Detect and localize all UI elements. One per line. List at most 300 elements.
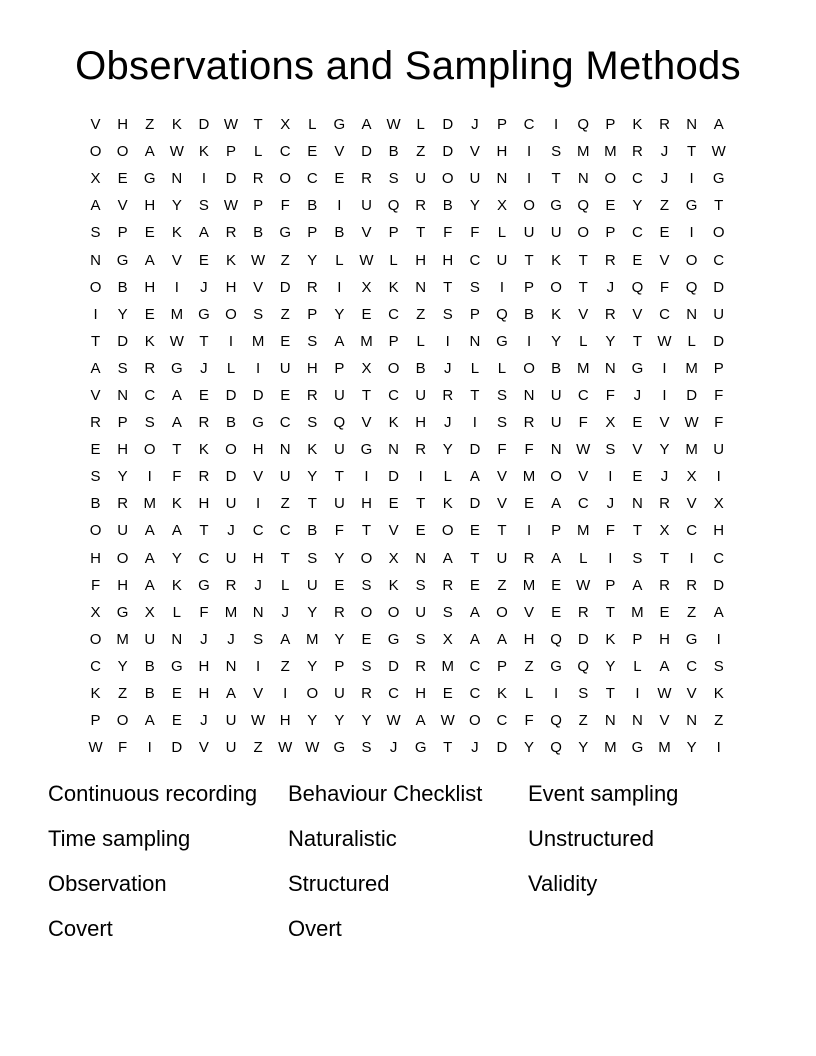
- grid-letter[interactable]: P: [632, 630, 643, 648]
- grid-letter[interactable]: G: [496, 332, 508, 350]
- grid-letter[interactable]: I: [716, 630, 721, 648]
- grid-letter[interactable]: E: [442, 685, 453, 703]
- grid-letter[interactable]: L: [579, 549, 588, 567]
- grid-letter[interactable]: Z: [524, 657, 534, 675]
- grid-letter[interactable]: I: [174, 278, 179, 296]
- grid-letter[interactable]: V: [659, 712, 670, 730]
- grid-letter[interactable]: O: [712, 224, 725, 242]
- grid-letter[interactable]: R: [198, 468, 210, 486]
- grid-letter[interactable]: S: [144, 414, 155, 432]
- grid-letter[interactable]: L: [335, 251, 344, 269]
- grid-letter[interactable]: S: [713, 657, 724, 675]
- grid-letter[interactable]: B: [226, 414, 237, 432]
- grid-letter[interactable]: P: [605, 576, 616, 594]
- grid-letter[interactable]: S: [307, 332, 318, 350]
- grid-letter[interactable]: I: [418, 468, 423, 486]
- grid-letter[interactable]: F: [714, 386, 724, 404]
- grid-letter[interactable]: C: [469, 685, 481, 703]
- grid-letter[interactable]: V: [90, 386, 101, 404]
- grid-letter[interactable]: V: [469, 143, 480, 161]
- grid-letter[interactable]: P: [524, 278, 535, 296]
- grid-letter[interactable]: S: [551, 143, 562, 161]
- grid-letter[interactable]: F: [90, 576, 101, 594]
- grid-letter[interactable]: W: [576, 441, 591, 459]
- grid-letter[interactable]: C: [469, 251, 481, 269]
- grid-letter[interactable]: M: [522, 468, 536, 486]
- grid-letter[interactable]: S: [442, 305, 453, 323]
- grid-letter[interactable]: A: [469, 603, 480, 621]
- grid-letter[interactable]: N: [496, 170, 508, 188]
- grid-letter[interactable]: U: [279, 468, 291, 486]
- grid-letter[interactable]: A: [551, 495, 562, 513]
- grid-letter[interactable]: O: [306, 685, 319, 703]
- grid-letter[interactable]: Y: [117, 468, 128, 486]
- grid-letter[interactable]: F: [280, 197, 290, 215]
- grid-letter[interactable]: V: [659, 251, 670, 269]
- grid-letter[interactable]: I: [554, 685, 559, 703]
- grid-letter[interactable]: J: [389, 739, 398, 757]
- grid-letter[interactable]: W: [223, 197, 239, 215]
- grid-letter[interactable]: S: [415, 576, 426, 594]
- grid-letter[interactable]: G: [198, 305, 210, 323]
- grid-letter[interactable]: C: [144, 386, 156, 404]
- grid-letter[interactable]: U: [550, 224, 562, 242]
- grid-letter[interactable]: P: [90, 712, 101, 730]
- grid-letter[interactable]: H: [117, 576, 129, 594]
- grid-letter[interactable]: A: [551, 549, 562, 567]
- grid-letter[interactable]: J: [444, 414, 452, 432]
- grid-letter[interactable]: V: [496, 468, 507, 486]
- grid-letter[interactable]: R: [415, 441, 427, 459]
- grid-letter[interactable]: Y: [361, 712, 372, 730]
- grid-letter[interactable]: P: [307, 224, 318, 242]
- grid-letter[interactable]: C: [632, 224, 643, 242]
- grid-letter[interactable]: T: [632, 522, 642, 540]
- grid-letter[interactable]: B: [307, 197, 318, 215]
- grid-letter[interactable]: I: [472, 414, 477, 432]
- grid-letter[interactable]: R: [577, 603, 589, 621]
- grid-letter[interactable]: K: [442, 495, 453, 513]
- grid-letter[interactable]: Z: [280, 251, 290, 269]
- grid-letter[interactable]: E: [632, 414, 643, 432]
- grid-letter[interactable]: Y: [307, 468, 318, 486]
- grid-letter[interactable]: A: [198, 224, 209, 242]
- grid-letter[interactable]: T: [605, 603, 615, 621]
- grid-letter[interactable]: D: [225, 386, 237, 404]
- grid-letter[interactable]: Y: [307, 657, 318, 675]
- grid-letter[interactable]: U: [415, 170, 427, 188]
- grid-letter[interactable]: T: [714, 197, 724, 215]
- grid-letter[interactable]: B: [442, 197, 453, 215]
- grid-letter[interactable]: Y: [524, 739, 535, 757]
- grid-letter[interactable]: E: [551, 603, 562, 621]
- grid-letter[interactable]: U: [333, 386, 345, 404]
- grid-letter[interactable]: O: [116, 712, 129, 730]
- grid-letter[interactable]: J: [471, 116, 479, 134]
- grid-letter[interactable]: G: [685, 630, 698, 648]
- grid-letter[interactable]: K: [171, 576, 182, 594]
- grid-letter[interactable]: I: [608, 468, 613, 486]
- grid-letter[interactable]: U: [415, 603, 427, 621]
- grid-letter[interactable]: T: [172, 441, 182, 459]
- grid-letter[interactable]: S: [361, 576, 372, 594]
- grid-letter[interactable]: L: [579, 332, 588, 350]
- grid-letter[interactable]: J: [471, 739, 479, 757]
- grid-letter[interactable]: G: [116, 603, 129, 621]
- grid-letter[interactable]: T: [524, 251, 534, 269]
- grid-letter[interactable]: Q: [550, 739, 562, 757]
- grid-letter[interactable]: J: [660, 468, 669, 486]
- grid-letter[interactable]: E: [334, 170, 345, 188]
- grid-letter[interactable]: R: [415, 197, 427, 215]
- grid-letter[interactable]: L: [524, 685, 534, 703]
- grid-letter[interactable]: S: [361, 739, 372, 757]
- grid-letter[interactable]: F: [443, 224, 453, 242]
- grid-letter[interactable]: E: [280, 332, 291, 350]
- grid-letter[interactable]: A: [659, 657, 670, 675]
- grid-letter[interactable]: I: [526, 170, 532, 188]
- grid-letter[interactable]: H: [252, 441, 264, 459]
- grid-letter[interactable]: P: [496, 657, 507, 675]
- grid-letter[interactable]: H: [279, 712, 291, 730]
- grid-letter[interactable]: L: [172, 603, 181, 621]
- grid-letter[interactable]: L: [497, 359, 507, 377]
- grid-letter[interactable]: E: [361, 630, 372, 648]
- grid-letter[interactable]: H: [659, 630, 670, 648]
- grid-letter[interactable]: F: [470, 224, 480, 242]
- grid-letter[interactable]: Y: [551, 332, 562, 350]
- grid-letter[interactable]: C: [632, 170, 643, 188]
- grid-letter[interactable]: V: [659, 414, 670, 432]
- grid-letter[interactable]: T: [659, 549, 670, 567]
- grid-letter[interactable]: N: [117, 386, 129, 404]
- grid-letter[interactable]: H: [117, 116, 129, 134]
- grid-letter[interactable]: Z: [416, 305, 426, 323]
- grid-letter[interactable]: I: [256, 359, 261, 377]
- grid-letter[interactable]: H: [415, 414, 427, 432]
- grid-letter[interactable]: O: [225, 305, 237, 323]
- grid-letter[interactable]: W: [305, 739, 320, 757]
- grid-letter[interactable]: D: [171, 739, 183, 757]
- grid-letter[interactable]: O: [604, 170, 617, 188]
- grid-letter[interactable]: Y: [686, 739, 697, 757]
- grid-letter[interactable]: G: [198, 576, 210, 594]
- grid-letter[interactable]: R: [632, 143, 643, 161]
- grid-letter[interactable]: U: [415, 386, 427, 404]
- grid-letter[interactable]: K: [632, 116, 643, 134]
- grid-letter[interactable]: W: [657, 685, 672, 703]
- grid-letter[interactable]: J: [444, 359, 452, 377]
- grid-letter[interactable]: B: [144, 685, 155, 703]
- grid-letter[interactable]: I: [228, 332, 234, 350]
- grid-letter[interactable]: A: [496, 630, 507, 648]
- grid-letter[interactable]: X: [361, 359, 372, 377]
- grid-letter[interactable]: X: [90, 170, 101, 188]
- grid-letter[interactable]: V: [334, 143, 345, 161]
- grid-letter[interactable]: M: [170, 305, 184, 323]
- grid-letter[interactable]: T: [90, 332, 101, 350]
- grid-letter[interactable]: T: [632, 332, 642, 350]
- grid-letter[interactable]: G: [116, 251, 129, 269]
- grid-letter[interactable]: Y: [117, 657, 128, 675]
- grid-letter[interactable]: M: [576, 359, 590, 377]
- grid-letter[interactable]: C: [686, 657, 698, 675]
- grid-letter[interactable]: U: [713, 441, 725, 459]
- grid-letter[interactable]: V: [686, 495, 697, 513]
- grid-letter[interactable]: E: [171, 712, 182, 730]
- grid-letter[interactable]: O: [441, 170, 454, 188]
- grid-letter[interactable]: T: [687, 143, 697, 161]
- grid-letter[interactable]: M: [441, 657, 455, 675]
- grid-letter[interactable]: W: [684, 414, 699, 432]
- grid-letter[interactable]: Z: [253, 739, 263, 757]
- grid-letter[interactable]: B: [334, 224, 345, 242]
- grid-letter[interactable]: O: [387, 603, 400, 621]
- grid-letter[interactable]: V: [388, 522, 399, 540]
- grid-letter[interactable]: Z: [280, 657, 290, 675]
- grid-letter[interactable]: O: [685, 251, 698, 269]
- grid-letter[interactable]: Y: [307, 603, 318, 621]
- grid-letter[interactable]: Y: [117, 305, 128, 323]
- grid-letter[interactable]: M: [576, 143, 590, 161]
- grid-letter[interactable]: G: [387, 630, 400, 648]
- grid-letter[interactable]: B: [551, 359, 562, 377]
- grid-letter[interactable]: V: [632, 441, 643, 459]
- grid-letter[interactable]: Y: [578, 739, 589, 757]
- grid-letter[interactable]: K: [388, 278, 399, 296]
- grid-letter[interactable]: A: [334, 332, 345, 350]
- grid-letter[interactable]: N: [279, 441, 291, 459]
- grid-letter[interactable]: O: [550, 468, 562, 486]
- grid-letter[interactable]: A: [713, 116, 724, 134]
- grid-letter[interactable]: P: [496, 116, 507, 134]
- grid-letter[interactable]: I: [554, 116, 559, 134]
- grid-letter[interactable]: A: [469, 630, 480, 648]
- grid-letter[interactable]: K: [90, 685, 101, 703]
- grid-letter[interactable]: C: [90, 657, 101, 675]
- grid-letter[interactable]: B: [90, 495, 101, 513]
- grid-letter[interactable]: A: [442, 549, 453, 567]
- grid-letter[interactable]: X: [280, 116, 291, 134]
- grid-letter[interactable]: J: [606, 495, 615, 513]
- grid-letter[interactable]: G: [360, 441, 373, 459]
- grid-letter[interactable]: H: [415, 685, 427, 703]
- grid-letter[interactable]: V: [496, 495, 507, 513]
- grid-letter[interactable]: U: [279, 359, 291, 377]
- grid-letter[interactable]: H: [90, 549, 101, 567]
- grid-letter[interactable]: U: [144, 630, 156, 648]
- grid-letter[interactable]: N: [252, 603, 264, 621]
- grid-letter[interactable]: M: [685, 359, 698, 377]
- grid-letter[interactable]: N: [469, 332, 481, 350]
- grid-letter[interactable]: D: [577, 630, 589, 648]
- grid-letter[interactable]: S: [307, 414, 318, 432]
- grid-letter[interactable]: F: [118, 739, 128, 757]
- grid-letter[interactable]: E: [171, 685, 182, 703]
- grid-letter[interactable]: H: [144, 278, 156, 296]
- grid-letter[interactable]: T: [578, 251, 588, 269]
- grid-letter[interactable]: P: [307, 305, 318, 323]
- grid-letter[interactable]: O: [469, 712, 481, 730]
- grid-letter[interactable]: K: [171, 116, 182, 134]
- grid-letter[interactable]: R: [144, 359, 156, 377]
- grid-letter[interactable]: A: [632, 576, 643, 594]
- grid-letter[interactable]: O: [89, 630, 102, 648]
- grid-letter[interactable]: K: [307, 441, 318, 459]
- grid-letter[interactable]: V: [253, 278, 264, 296]
- grid-letter[interactable]: F: [524, 441, 534, 459]
- grid-letter[interactable]: O: [360, 603, 373, 621]
- grid-letter[interactable]: K: [198, 143, 209, 161]
- grid-letter[interactable]: L: [443, 468, 452, 486]
- grid-letter[interactable]: E: [524, 495, 535, 513]
- grid-letter[interactable]: B: [388, 143, 399, 161]
- grid-letter[interactable]: Z: [280, 495, 290, 513]
- grid-letter[interactable]: C: [713, 549, 725, 567]
- grid-letter[interactable]: C: [252, 522, 264, 540]
- grid-letter[interactable]: D: [713, 278, 725, 296]
- grid-letter[interactable]: P: [605, 116, 616, 134]
- grid-letter[interactable]: R: [659, 576, 670, 594]
- grid-letter[interactable]: I: [337, 197, 342, 215]
- grid-letter[interactable]: A: [415, 712, 426, 730]
- grid-letter[interactable]: C: [469, 657, 481, 675]
- grid-letter[interactable]: D: [713, 332, 725, 350]
- grid-letter[interactable]: S: [388, 170, 399, 188]
- grid-letter[interactable]: T: [361, 386, 372, 404]
- grid-letter[interactable]: I: [608, 549, 613, 567]
- grid-letter[interactable]: C: [577, 386, 589, 404]
- grid-letter[interactable]: S: [632, 549, 643, 567]
- grid-letter[interactable]: Y: [632, 197, 643, 215]
- grid-letter[interactable]: K: [198, 441, 209, 459]
- grid-letter[interactable]: Z: [416, 143, 426, 161]
- grid-letter[interactable]: N: [550, 441, 562, 459]
- grid-letter[interactable]: D: [117, 332, 129, 350]
- grid-letter[interactable]: E: [469, 576, 480, 594]
- grid-letter[interactable]: U: [225, 549, 237, 567]
- grid-letter[interactable]: S: [496, 414, 507, 432]
- grid-letter[interactable]: E: [388, 495, 399, 513]
- grid-letter[interactable]: D: [279, 278, 291, 296]
- grid-letter[interactable]: O: [89, 143, 102, 161]
- grid-letter[interactable]: F: [497, 441, 507, 459]
- grid-letter[interactable]: H: [144, 197, 156, 215]
- grid-letter[interactable]: I: [662, 386, 667, 404]
- grid-letter[interactable]: S: [361, 657, 372, 675]
- grid-letter[interactable]: S: [578, 685, 589, 703]
- grid-letter[interactable]: A: [144, 143, 155, 161]
- grid-letter[interactable]: F: [714, 414, 724, 432]
- grid-letter[interactable]: R: [659, 116, 670, 134]
- grid-letter[interactable]: Z: [497, 576, 507, 594]
- grid-letter[interactable]: T: [443, 278, 453, 296]
- grid-letter[interactable]: D: [686, 386, 698, 404]
- grid-letter[interactable]: G: [685, 197, 698, 215]
- grid-letter[interactable]: D: [388, 657, 399, 675]
- grid-letter[interactable]: A: [90, 359, 101, 377]
- grid-letter[interactable]: X: [659, 522, 670, 540]
- grid-letter[interactable]: O: [89, 522, 102, 540]
- grid-letter[interactable]: J: [200, 712, 208, 730]
- grid-letter[interactable]: C: [388, 305, 399, 323]
- grid-letter[interactable]: R: [442, 576, 454, 594]
- grid-letter[interactable]: F: [172, 468, 182, 486]
- grid-letter[interactable]: V: [632, 305, 643, 323]
- grid-letter[interactable]: G: [143, 170, 156, 188]
- grid-letter[interactable]: N: [90, 251, 101, 269]
- grid-letter[interactable]: B: [144, 657, 155, 675]
- grid-letter[interactable]: T: [199, 332, 209, 350]
- grid-letter[interactable]: U: [550, 414, 562, 432]
- grid-letter[interactable]: A: [226, 685, 237, 703]
- grid-letter[interactable]: X: [361, 278, 372, 296]
- grid-letter[interactable]: Z: [714, 712, 724, 730]
- grid-letter[interactable]: T: [253, 116, 263, 134]
- grid-letter[interactable]: P: [388, 332, 399, 350]
- grid-letter[interactable]: R: [415, 657, 427, 675]
- grid-letter[interactable]: E: [632, 468, 643, 486]
- grid-letter[interactable]: D: [361, 143, 372, 161]
- grid-letter[interactable]: P: [334, 657, 345, 675]
- grid-letter[interactable]: U: [225, 739, 237, 757]
- grid-letter[interactable]: E: [334, 576, 345, 594]
- grid-letter[interactable]: A: [469, 468, 480, 486]
- grid-letter[interactable]: C: [388, 685, 399, 703]
- grid-letter[interactable]: O: [523, 197, 535, 215]
- grid-letter[interactable]: M: [604, 143, 617, 161]
- grid-letter[interactable]: E: [280, 386, 291, 404]
- grid-letter[interactable]: Y: [334, 630, 345, 648]
- grid-letter[interactable]: H: [523, 630, 535, 648]
- grid-letter[interactable]: W: [251, 712, 266, 730]
- letter-grid[interactable]: [82, 111, 732, 761]
- grid-letter[interactable]: G: [631, 359, 644, 377]
- grid-letter[interactable]: C: [713, 251, 725, 269]
- grid-letter[interactable]: L: [470, 359, 480, 377]
- grid-letter[interactable]: G: [252, 414, 264, 432]
- grid-letter[interactable]: M: [306, 630, 319, 648]
- grid-letter[interactable]: O: [387, 359, 400, 377]
- grid-letter[interactable]: Y: [442, 441, 453, 459]
- grid-letter[interactable]: N: [632, 712, 643, 730]
- grid-letter[interactable]: K: [551, 305, 562, 323]
- grid-letter[interactable]: M: [522, 576, 536, 594]
- grid-letter[interactable]: L: [308, 116, 317, 134]
- grid-letter[interactable]: I: [526, 522, 532, 540]
- grid-letter[interactable]: Q: [631, 278, 644, 296]
- grid-letter[interactable]: J: [660, 170, 669, 188]
- grid-letter[interactable]: W: [711, 143, 726, 161]
- grid-letter[interactable]: G: [550, 197, 562, 215]
- grid-letter[interactable]: C: [659, 305, 670, 323]
- grid-letter[interactable]: L: [497, 224, 507, 242]
- grid-letter[interactable]: Z: [659, 197, 670, 215]
- grid-letter[interactable]: I: [283, 685, 288, 703]
- grid-letter[interactable]: S: [496, 386, 507, 404]
- grid-letter[interactable]: P: [469, 305, 480, 323]
- grid-letter[interactable]: S: [253, 630, 264, 648]
- grid-letter[interactable]: Y: [171, 549, 182, 567]
- grid-letter[interactable]: L: [389, 251, 398, 269]
- grid-letter[interactable]: R: [523, 414, 535, 432]
- grid-letter[interactable]: D: [713, 576, 725, 594]
- grid-letter[interactable]: P: [388, 224, 399, 242]
- grid-letter[interactable]: S: [442, 603, 453, 621]
- grid-letter[interactable]: R: [252, 170, 264, 188]
- grid-letter[interactable]: N: [415, 278, 427, 296]
- grid-letter[interactable]: N: [604, 359, 616, 377]
